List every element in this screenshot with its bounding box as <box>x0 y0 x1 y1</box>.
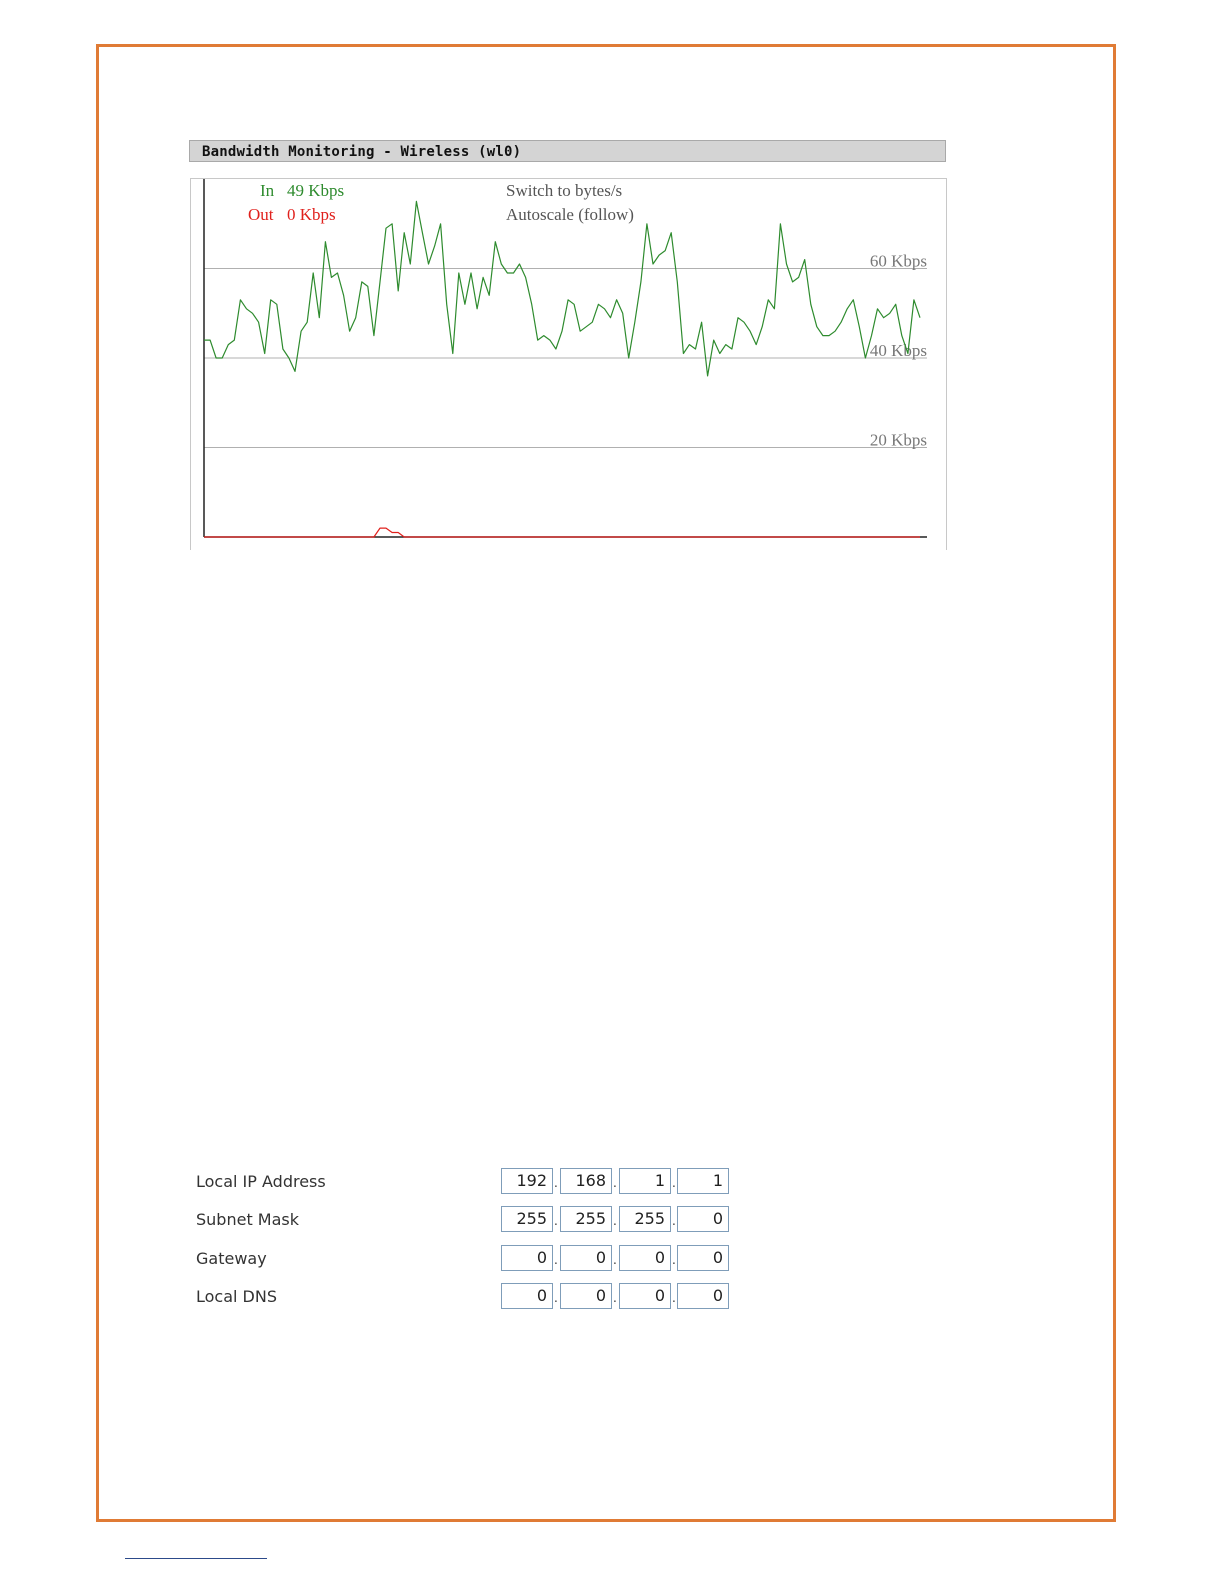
octet-separator: . <box>613 1176 617 1190</box>
ip-octet-field[interactable]: 255 <box>560 1206 612 1232</box>
bandwidth-graph-svg <box>191 179 948 551</box>
legend-in-label: In <box>260 181 275 200</box>
ip-octet-field[interactable]: 255 <box>501 1206 553 1232</box>
ip-octet-field[interactable]: 0 <box>501 1283 553 1309</box>
octet-separator: . <box>554 1176 558 1190</box>
ip-octet-field[interactable]: 1 <box>677 1168 729 1194</box>
octet-separator: . <box>672 1291 676 1305</box>
ip-octet-field[interactable]: 0 <box>560 1283 612 1309</box>
ip-octet-group <box>501 1168 731 1196</box>
octet-separator: . <box>554 1253 558 1267</box>
ip-octet-group <box>501 1206 731 1234</box>
network-row <box>196 1245 756 1273</box>
in-series-line <box>204 201 920 376</box>
network-row-label: Local IP Address <box>196 1172 326 1191</box>
ip-octet-group <box>501 1245 731 1273</box>
ip-octet-field[interactable]: 192 <box>501 1168 553 1194</box>
octet-separator: . <box>613 1253 617 1267</box>
network-row-label: Subnet Mask <box>196 1210 300 1229</box>
octet-separator: . <box>613 1291 617 1305</box>
octet-separator: . <box>554 1214 558 1228</box>
octet-separator: . <box>613 1214 617 1228</box>
panel-header <box>189 140 946 162</box>
octet-separator: . <box>672 1214 676 1228</box>
ip-octet-group <box>501 1283 731 1311</box>
ip-octet-field[interactable]: 0 <box>619 1283 671 1309</box>
ip-octet-field[interactable]: 0 <box>501 1245 553 1271</box>
ip-octet-field[interactable]: 1 <box>619 1168 671 1194</box>
ip-octet-field[interactable]: 168 <box>560 1168 612 1194</box>
bandwidth-graph <box>190 178 947 550</box>
ip-octet-field[interactable]: 0 <box>677 1245 729 1271</box>
legend-out-value: 0 Kbps <box>287 205 336 224</box>
legend-in-value: 49 Kbps <box>287 181 345 200</box>
octet-separator: . <box>672 1253 676 1267</box>
octet-separator: . <box>672 1176 676 1190</box>
ip-octet-field[interactable]: 0 <box>677 1283 729 1309</box>
footer-rule <box>125 1558 267 1559</box>
network-row <box>196 1168 756 1196</box>
y-tick-label: 60 Kbps <box>869 251 927 271</box>
network-row <box>196 1283 756 1311</box>
network-row <box>196 1206 756 1234</box>
y-tick-label: 20 Kbps <box>869 430 927 450</box>
y-tick-label: 40 Kbps <box>869 341 927 360</box>
out-series-line <box>204 528 920 537</box>
legend-out-label: Out <box>248 205 274 224</box>
ip-octet-field[interactable]: 0 <box>619 1245 671 1271</box>
octet-separator: . <box>554 1291 558 1305</box>
ip-octet-field[interactable]: 0 <box>560 1245 612 1271</box>
panel-title: Bandwidth Monitoring - Wireless (wl0) <box>202 144 522 160</box>
switch-units-link[interactable]: Switch to bytes/s <box>506 181 623 200</box>
network-row-label: Gateway <box>196 1249 267 1268</box>
ip-octet-field[interactable]: 0 <box>677 1206 729 1232</box>
ip-octet-field[interactable]: 255 <box>619 1206 671 1232</box>
autoscale-link[interactable]: Autoscale (follow) <box>506 205 634 224</box>
network-row-label: Local DNS <box>196 1287 277 1306</box>
